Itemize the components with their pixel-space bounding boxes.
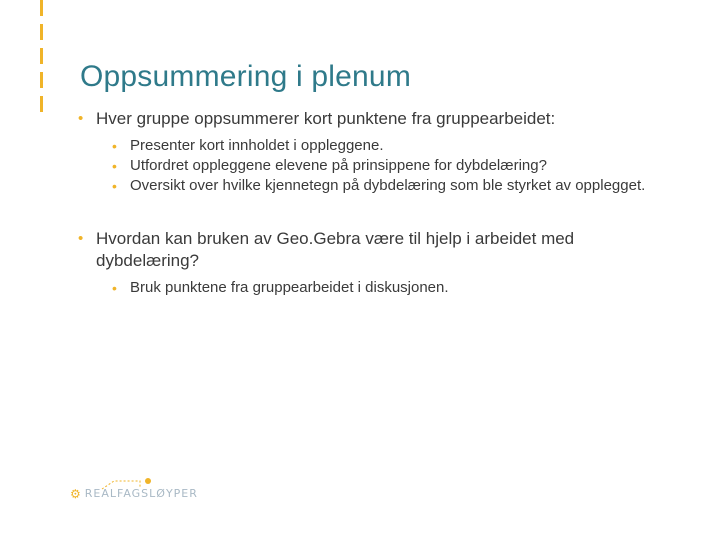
accent-segment xyxy=(40,48,43,64)
sub-bullet-item xyxy=(112,176,650,196)
accent-segment xyxy=(40,96,43,112)
bullet-item xyxy=(78,228,666,272)
bullet-icon: • xyxy=(112,158,117,174)
sub-bullet-item xyxy=(112,136,678,156)
bullet-icon: • xyxy=(78,110,84,127)
footer-logo xyxy=(70,487,198,500)
bullet-icon: • xyxy=(112,138,117,154)
logo-decoration-icon xyxy=(100,477,160,491)
bullet-icon: • xyxy=(78,230,84,247)
accent-bar xyxy=(40,0,43,116)
slide-title: Oppsummering i plenum xyxy=(80,60,412,93)
bullet-icon: • xyxy=(112,178,117,194)
sub-bullet-text: Bruk punktene fra gruppearbeidet i diskusjonen. xyxy=(130,279,449,296)
accent-segment xyxy=(40,0,43,16)
bullet-text: Hvordan kan bruken av Geo.Gebra være til hjelp i arbeidet med dybdelæring? xyxy=(96,229,575,270)
sub-bullet-text: Oversikt over hvilke kjennetegn på dybdelæring som ble styrket av opplegget. xyxy=(130,177,646,194)
bullet-item xyxy=(78,108,678,130)
gear-icon: ⚙ xyxy=(70,486,81,501)
sub-bullet-text: Presenter kort innholdet i oppleggene. xyxy=(130,137,384,154)
sub-bullet-item xyxy=(112,156,678,176)
bullet-text: Hver gruppe oppsummerer kort punktene fra gruppearbeidet: xyxy=(96,109,556,128)
slide-content xyxy=(78,108,678,298)
logo-text: REALFAGSLØYPER xyxy=(84,487,198,500)
sub-bullet-item xyxy=(112,278,678,298)
bullet-icon: • xyxy=(112,280,117,296)
accent-segment xyxy=(40,24,43,40)
sub-bullet-text: Utfordret oppleggene elevene på prinsippene for dybdelæring? xyxy=(130,157,547,174)
accent-segment xyxy=(40,72,43,88)
